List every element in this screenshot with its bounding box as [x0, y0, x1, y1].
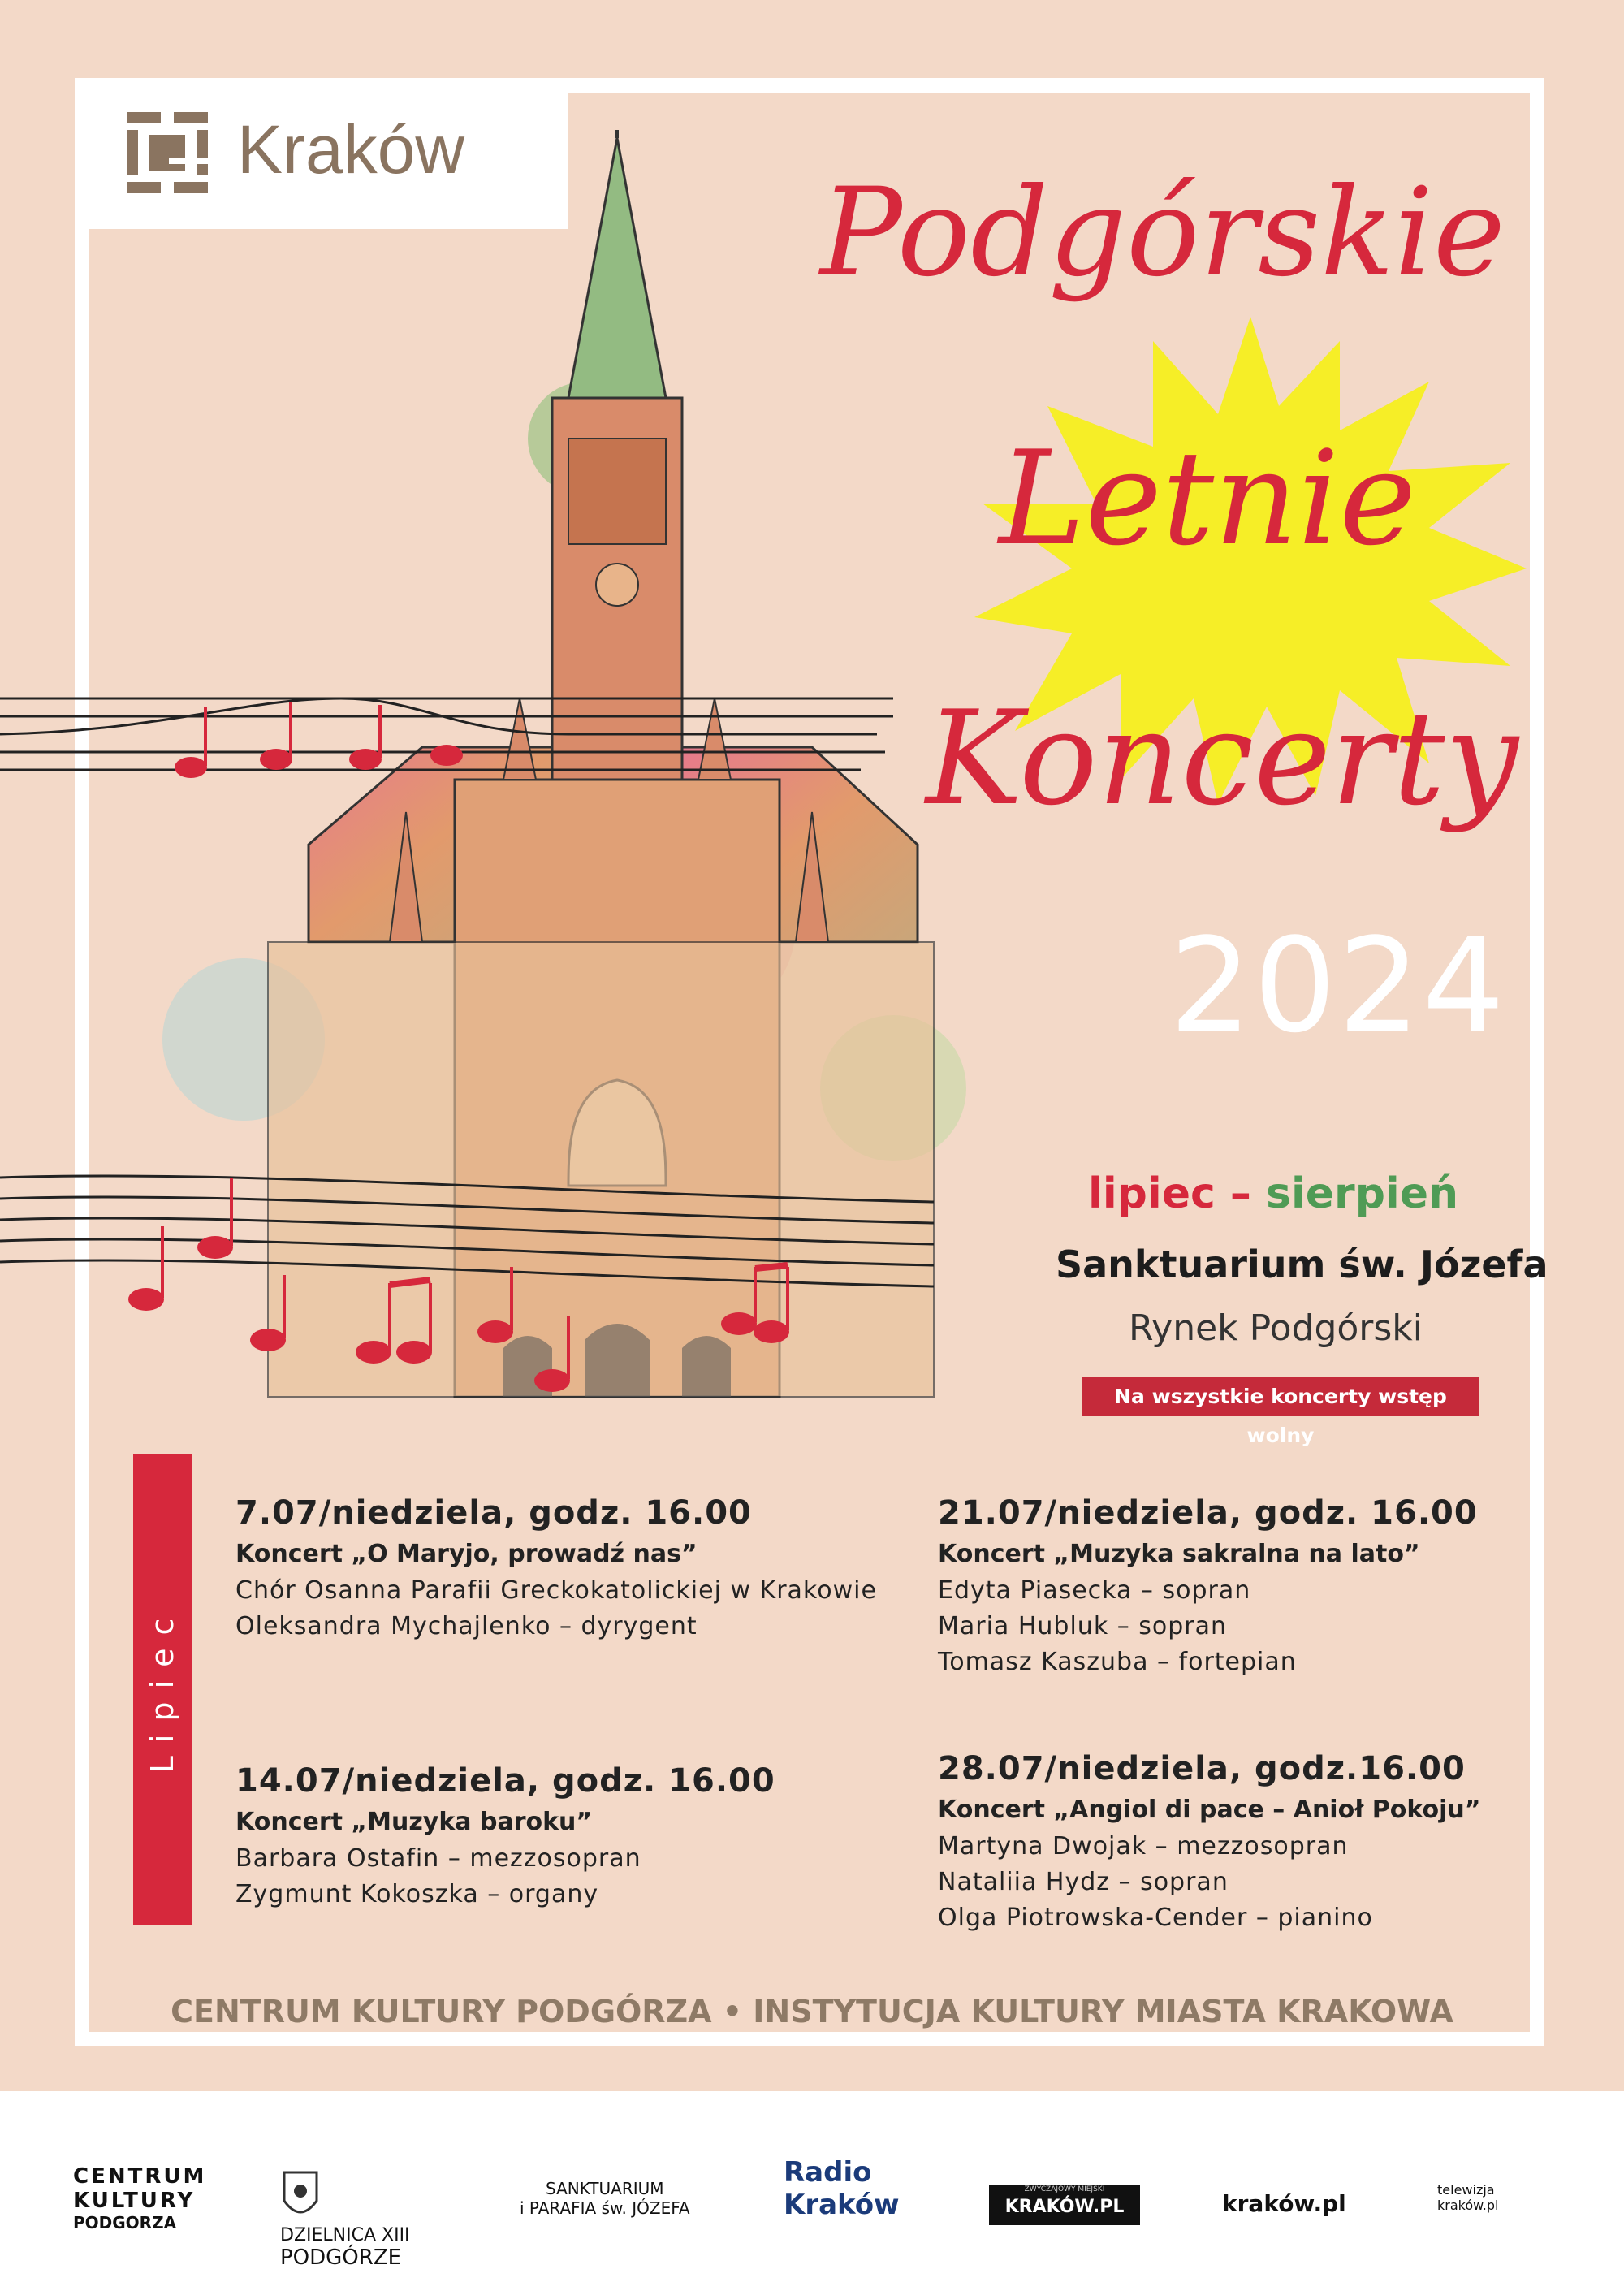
event-line: Nataliia Hydz – sopran [938, 1868, 1229, 1896]
month-dash: – [1229, 1169, 1251, 1218]
event-line: Martyna Dwojak – mezzosopran [938, 1832, 1349, 1861]
wydawnictwo-text: KRAKÓW.PL [1004, 2197, 1125, 2217]
event-title: Koncert „Muzyka sakralna na lato” [938, 1540, 1420, 1568]
sanktuarium-line-1: SANKTUARIUM [546, 2179, 664, 2198]
event-line: Maria Hubluk – sopran [938, 1612, 1228, 1640]
radio-line-1: Radio [784, 2156, 872, 2189]
logo-text: Kraków [237, 111, 465, 188]
event-line: Edyta Piasecka – sopran [938, 1576, 1251, 1605]
ckp-logo [73, 2164, 206, 2232]
event-date: 28.07/niedziela, godz.16.00 [938, 1750, 1466, 1787]
title-line-2: Letnie [999, 422, 1417, 574]
dzielnica-logo [280, 2168, 410, 2270]
event-title: Koncert „Angiol di pace – Anioł Pokoju” [938, 1796, 1481, 1824]
event-line: Tomasz Kaszuba – fortepian [938, 1648, 1297, 1676]
church-illustration [0, 130, 974, 1462]
event-4 [938, 1750, 1480, 1936]
ckp-line-3: PODGORZA [73, 2213, 177, 2232]
month-label: Lipiec [145, 1605, 180, 1774]
title-line-3: Koncerty [926, 682, 1519, 834]
dzielnica-line-1: DZIELNICA XIII [280, 2225, 410, 2245]
month-to: sierpień [1266, 1169, 1459, 1218]
coat-of-arms-icon [280, 2168, 321, 2225]
institution-footer: CENTRUM KULTURY PODGÓRZA • INSTYTUCJA KULTURY MIASTA KRAKOWA [171, 1994, 1453, 2029]
event-date: 21.07/niedziela, godz. 16.00 [938, 1494, 1478, 1532]
wydawnictwo-logo [989, 2185, 1140, 2225]
ckp-line-2: KULTURY [73, 2189, 196, 2213]
event-date: 14.07/niedziela, godz. 16.00 [235, 1762, 775, 1800]
event-title: Koncert „Muzyka baroku” [235, 1808, 593, 1836]
sanktuarium-line-2: i PARAFIA św. JÓZEFA [520, 2198, 690, 2218]
event-line: Oleksandra Mychajlenko – dyrygent [235, 1612, 698, 1640]
telewizja-logo [1437, 2182, 1498, 2213]
event-title: Koncert „O Maryjo, prowadź nas” [235, 1540, 698, 1568]
date-range [1088, 1169, 1458, 1218]
telewizja-line-2: kraków.pl [1437, 2198, 1499, 2213]
event-2 [235, 1762, 775, 1912]
event-3 [938, 1494, 1478, 1680]
telewizja-line-1: telewizja [1437, 2182, 1495, 2198]
venue-place: Rynek Podgórski [1129, 1307, 1423, 1349]
title-line-1: Podgórskie [820, 162, 1505, 304]
event-line: Chór Osanna Parafii Greckokatolickiej w Krakowie [235, 1576, 877, 1605]
event-line: Barbara Ostafin – mezzosopran [235, 1844, 641, 1873]
radio-line-2: Kraków [784, 2189, 900, 2221]
krakow-pl-text: kraków.pl [1222, 2190, 1346, 2217]
free-entry-badge: Na wszystkie koncerty wstęp wolny [1082, 1377, 1479, 1416]
event-line: Olga Piotrowska-Cender – pianino [938, 1904, 1373, 1932]
event-line: Zygmunt Kokoszka – organy [235, 1880, 599, 1908]
event-1 [235, 1494, 877, 1645]
sanktuarium-logo [520, 2179, 690, 2218]
month-label-bar [133, 1454, 192, 1925]
dzielnica-line-2: PODGÓRZE [280, 2245, 402, 2270]
wydawnictwo-top: ZWYCZAJOWY MIEJSKI [1024, 2185, 1105, 2193]
krakow-pl-logo [1222, 2190, 1346, 2217]
month-from: lipiec [1088, 1169, 1216, 1218]
ckp-line-1: CENTRUM [73, 2164, 207, 2189]
venue-name: Sanktuarium św. Józefa [1056, 1243, 1548, 1286]
year: 2024 [1169, 910, 1507, 1061]
event-date: 7.07/niedziela, godz. 16.00 [235, 1494, 752, 1532]
radio-krakow-logo [784, 2156, 900, 2221]
sponsor-bar [0, 2091, 1624, 2295]
